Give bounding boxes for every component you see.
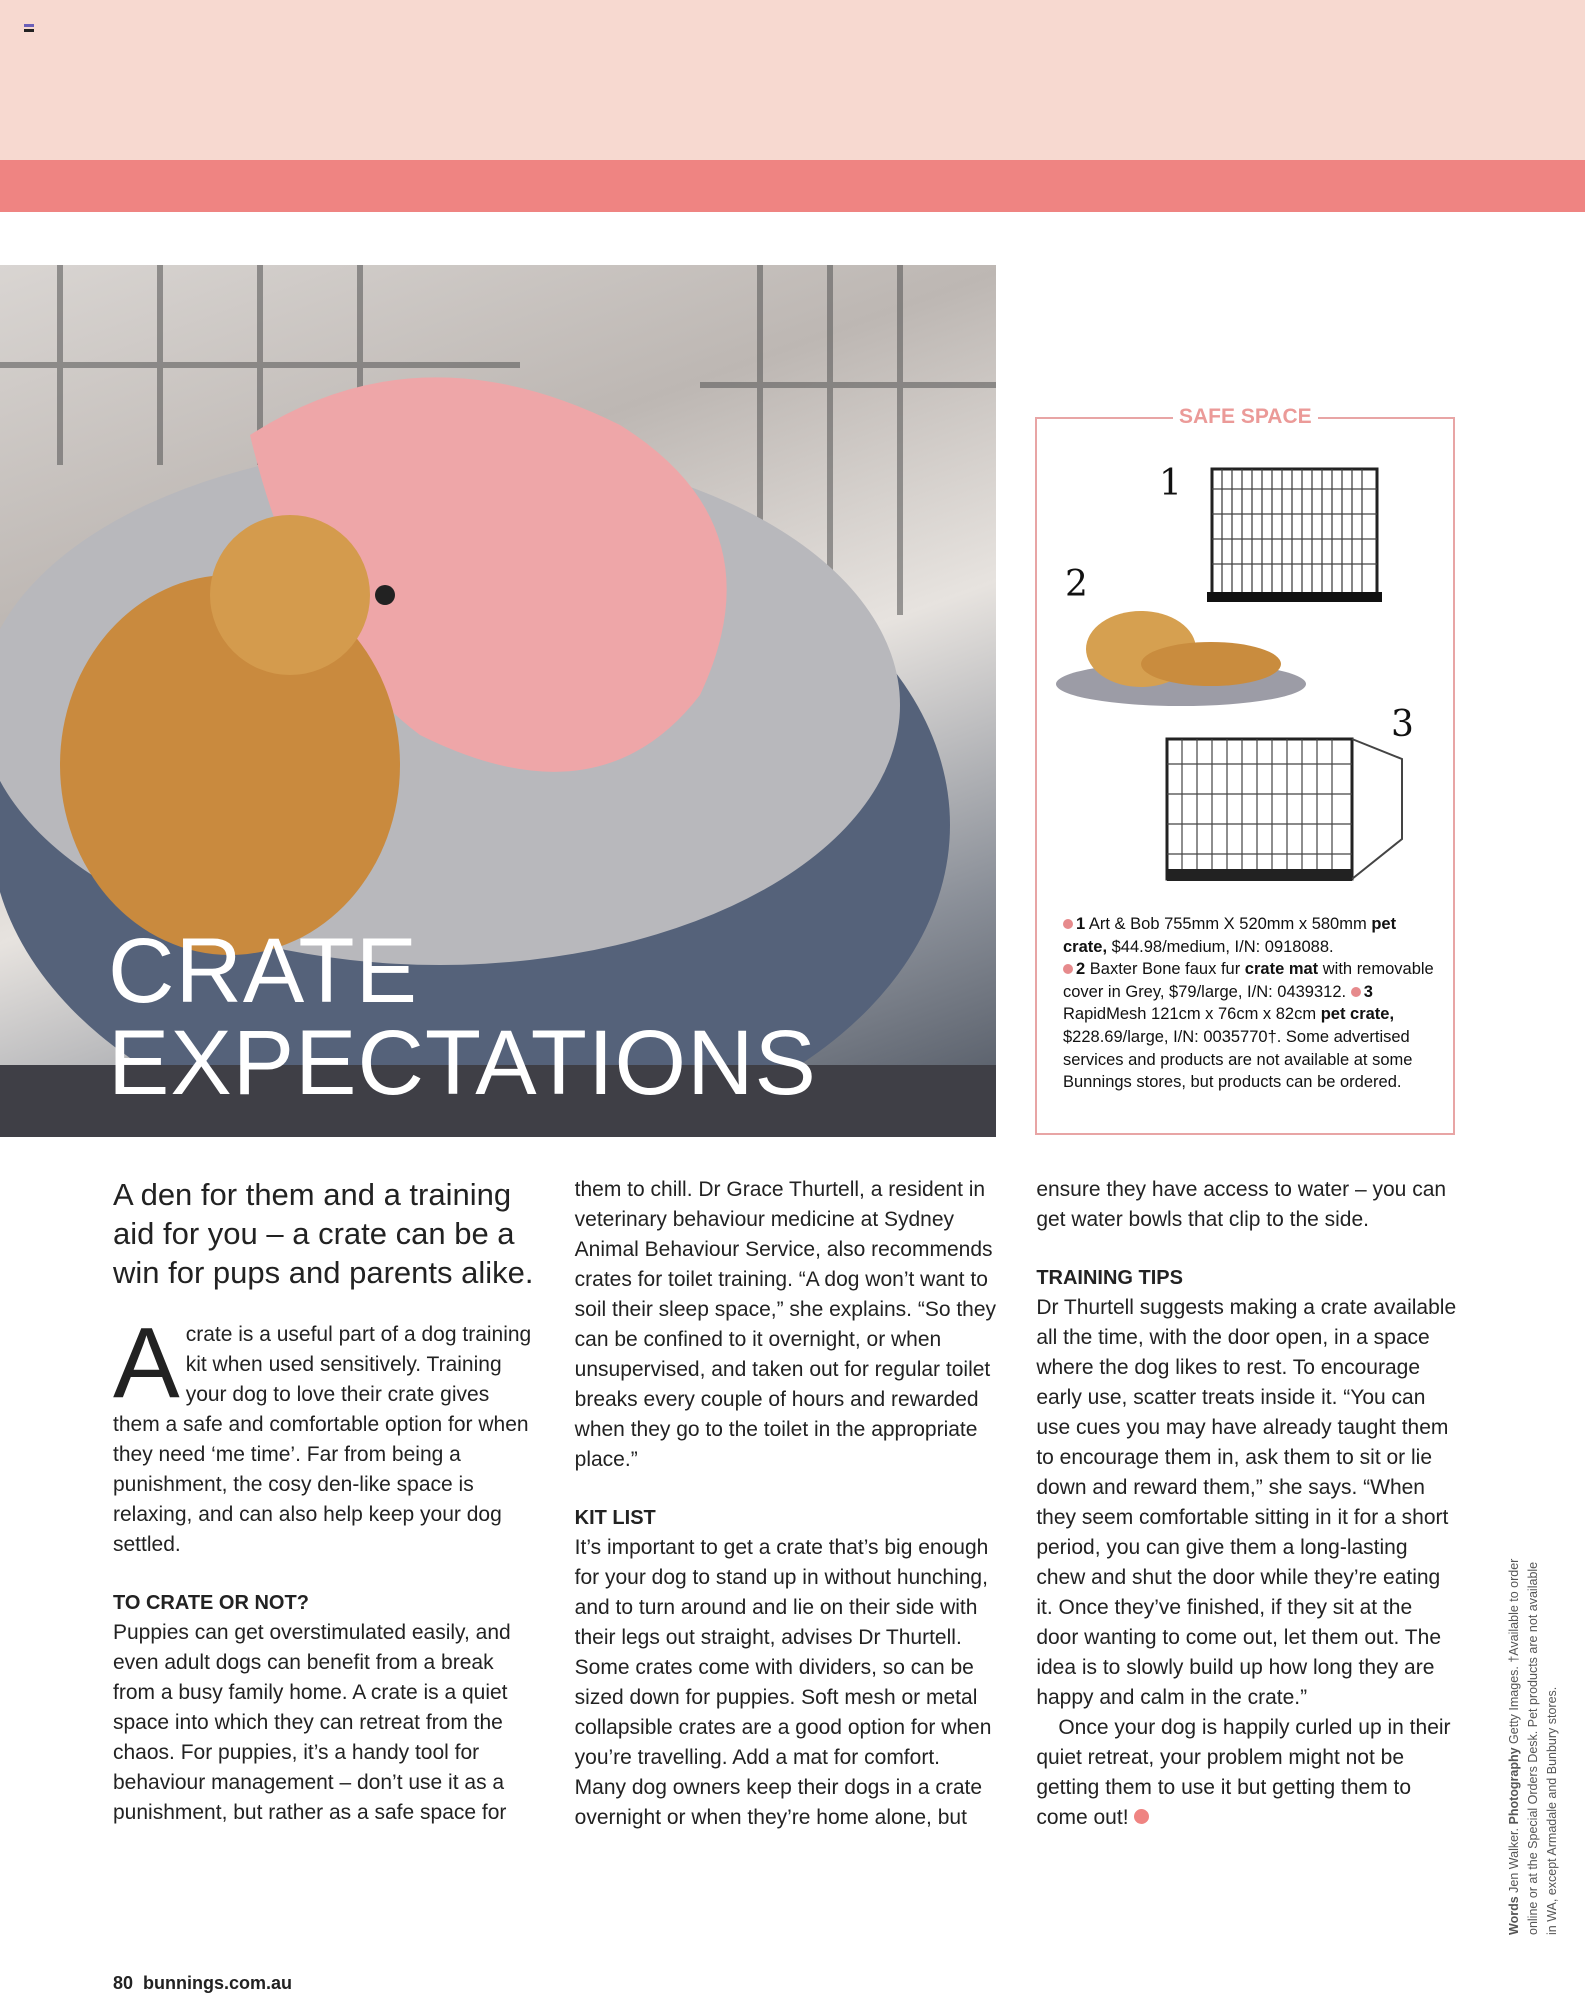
photo-credit: Getty Images. †Available to order online or at the Special Orders Desk. Pet products are not available in WA, except Armadale and Bunbury stores. <box>1507 1558 1559 1935</box>
product-3-type: pet crate, <box>1320 1005 1395 1024</box>
heading-training-tips: TRAINING TIPS <box>1036 1267 1183 1289</box>
product-3-price: $228.69/large, I/N: 0035770†. Some advertised services and products are not available at some Bunnings stores, but products can be ordered. <box>1063 1027 1413 1092</box>
article-title <box>108 920 817 1114</box>
safe-space-box <box>1035 405 1455 1135</box>
product-3-number: 3 <box>1363 982 1373 1001</box>
title-line-2: EXPECTATIONS <box>108 1012 817 1114</box>
product-number: 3 <box>1391 704 1414 745</box>
product-number: 1 <box>1159 463 1182 504</box>
article-deck: A den for them and a training aid for you – a crate can be a win for pups and parents alike. <box>113 1177 534 1290</box>
site-link[interactable]: bunnings.com.au <box>143 1973 293 1993</box>
product-2-number: 2 <box>1076 960 1086 979</box>
product-2-type: crate mat <box>1244 960 1319 979</box>
closing-paragraph <box>1036 1713 1458 1833</box>
menu-icon[interactable] <box>24 24 34 33</box>
crate-mat-image <box>1051 594 1311 714</box>
product-2-price: with removable cover in Grey, $79/large, I/N: 0439312. <box>1063 960 1434 1001</box>
words-label: Words <box>1507 1896 1521 1935</box>
page-footer <box>113 1973 292 1994</box>
product-1-type: pet crate, <box>1063 915 1397 956</box>
safe-space-label: SAFE SPACE <box>1173 405 1318 429</box>
product-3-desc: RapidMesh 121cm x 76cm x 82cm <box>1063 1005 1317 1024</box>
bullet-icon <box>1351 987 1361 997</box>
body-paragraph: It’s important to get a crate that’s big enough for your dog to stand up in without hunching, and to turn around and lie on their side with their legs out straight, advises Dr Thurtell. Some crates come with dividers, so can be sized down for puppies. Soft mesh or metal collapsible crates are a good option for when you’re travelling. Add a mat for comfort. Many dog owners keep their dogs in a crate overnight or when they’re home alone, but ensure they have access to water – you can get water bowls that clip to the side. <box>574 1178 1447 1829</box>
crate-image-1 <box>1207 464 1387 614</box>
product-1-price: $44.98/medium, I/N: 0918088. <box>1111 937 1334 956</box>
body-paragraph: Puppies can get overstimulated easily, and even adult dogs can benefit from a break from a busy family home. A crate is a quiet space into which they can retreat from the chaos. For puppies, it’s a handy tool for behaviour management – don’t use it as a punishment, but rather as a safe space for them to chill. Dr Grace Thurtell, a resident in veterinary behaviour medicine at Sydney Animal Behaviour Service, also recommends crates for toilet training. “A dog won’t want to soil their sleep space,” she explains. “So they can be confined to it overnight, or when unsupervised, and taken out for regular toilet breaks every couple of hours and rewarded when they go to the toilet in the appropriate place.” <box>113 1178 997 1824</box>
words-credit: Jen Walker. <box>1507 1828 1521 1893</box>
accent-band <box>0 160 1585 212</box>
article-body <box>113 1175 1458 1833</box>
header-band <box>0 0 1585 160</box>
heading-kit-list: KIT LIST <box>574 1507 656 1529</box>
intro-paragraph <box>113 1307 535 1560</box>
bullet-icon <box>1063 919 1073 929</box>
bullet-icon <box>1063 964 1073 974</box>
body-text: Once your dog is happily curled up in their quiet retreat, your problem might not be getting them to use it but getting them to come out! <box>1036 1716 1451 1829</box>
heading-crate-or-not: TO CRATE OR NOT? <box>113 1592 309 1614</box>
hero-photo <box>0 265 996 1137</box>
title-line-1: CRATE <box>108 920 418 1022</box>
product-list <box>1063 913 1443 1094</box>
body-paragraph: Dr Thurtell suggests making a crate available all the time, with the door open, in a space where the dog likes to rest. To encourage early use, scatter treats inside it. “You can use cues you may have already taught them to encourage them in, ask them to sit or lie down and reward them,” she says. “When they seem comfortable sitting in it for a short period, you can give them a long-lasting chew and shut the door while they’re eating it. Once they’ve finished, if they sit at the door wanting to come out, let them out. The idea is to slowly build up how long they are happy and calm in the crate.” <box>1036 1296 1457 1709</box>
credits <box>1505 1555 1562 1935</box>
crate-image-3 <box>1162 719 1412 899</box>
photo-label: Photography <box>1507 1747 1521 1825</box>
page-number: 80 <box>113 1973 134 1993</box>
product-2-desc: Baxter Bone faux fur <box>1089 960 1241 979</box>
product-1-desc: Art & Bob 755mm X 520mm x 580mm <box>1088 915 1367 933</box>
intro-text: crate is a useful part of a dog training kit when used sensitively. Training your dog to love their crate gives them a safe and comfortable option for when they need ‘me time’. Far from being a punishment, the cosy den-like space is relaxing, and can also help keep your dog settled. <box>113 1323 532 1556</box>
product-1-number: 1 <box>1076 915 1086 933</box>
product-number: 2 <box>1065 564 1088 605</box>
end-mark-icon <box>1134 1809 1149 1824</box>
drop-cap: A <box>113 1307 180 1419</box>
